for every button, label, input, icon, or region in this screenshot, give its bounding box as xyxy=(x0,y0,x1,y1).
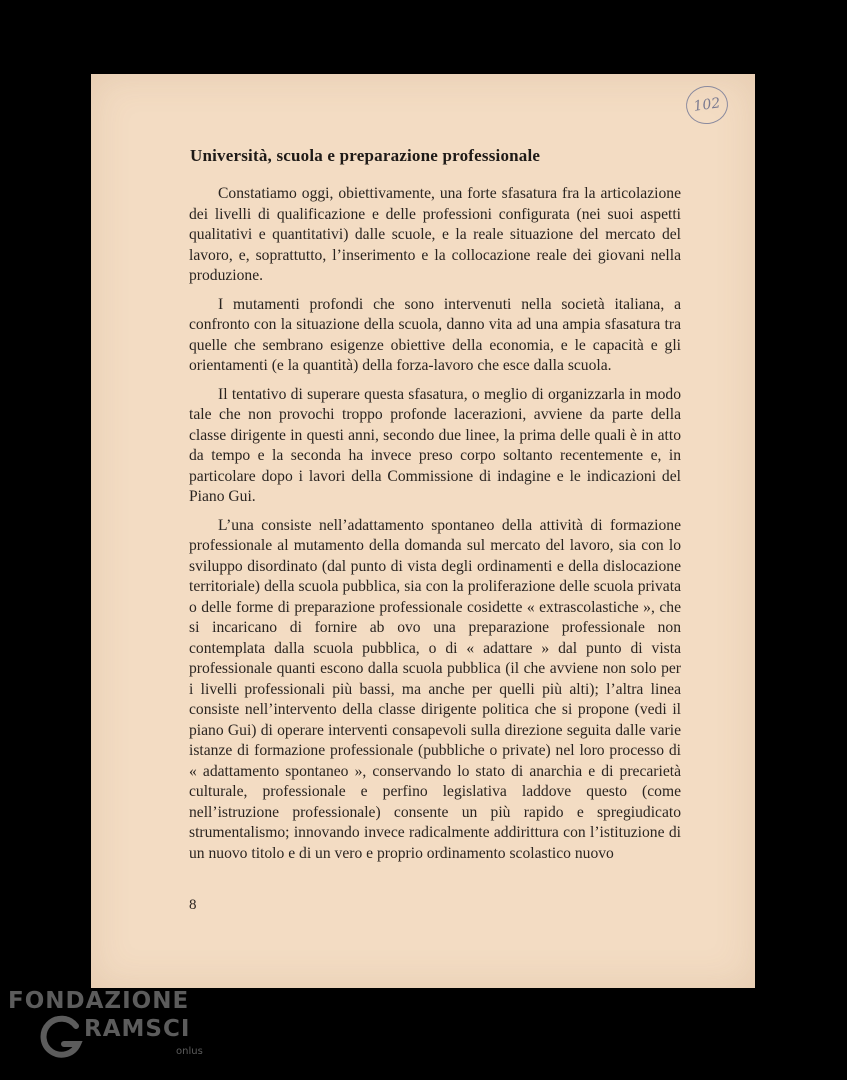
logo-suffix: onlus xyxy=(176,1046,203,1057)
logo-line-2: RAMSCI xyxy=(84,1016,191,1042)
body-text xyxy=(189,184,681,864)
paragraph-4: L’una consiste nell’adattamento spontaneo della attività di formazione professionale al mutamento della domanda sul mercato del lavoro, sia con lo sviluppo disordinato (dal punto di vista degli ordinamenti e della dislocazione territoriale) della scuola pubblica, sia con la proliferazione delle scuola privata o delle forme di preparazione professionale cosidette « extrascolastiche », che si incaricano di fornire ab ovo una preparazione professionale non contemplata dalla scuola pubblica, o di « adattare » dal punto di vista professionale quanti escono dalla scuola pubblica (il che avviene non solo per i livelli professionali più bassi, ma anche per quelli più alti); l’altra linea consiste nell’intervento della classe dirigente politica che si propone (vedi il piano Gui) di operare interventi consapevoli sulla direzione seguita dalle varie istanze di formazione professionale (pubbliche o private) nel loro processo di « adattamento spontaneo », conservando lo stato di anarchia e di precarietà culturale, professionale e perfino legislativa laddove questo (come nell’istruzione professionale) consente un più rapido e spregiudicato strumentalismo; innovando invece radicalmente addirittura con l’istituzione di un nuovo titolo e di un vero e proprio ordinamento scolastico nuovo xyxy=(189,516,681,862)
fondazione-gramsci-logo xyxy=(8,986,208,1076)
page-title: Università, scuola e preparazione professionale xyxy=(190,146,541,165)
paragraph-1: Constatiamo oggi, obiettivamente, una forte sfasatura fra la articolazione dei livelli di qualificazione e delle professioni configurata (nei suoi aspetti qualitativi e quantitativi) dalle scuole, e la reale situazione del mercato del lavoro, e, soprattutto, l’inserimento e la collocazione reale dei giovani nella produzione. xyxy=(189,185,681,284)
archive-annotation: 102 xyxy=(684,83,731,126)
paragraph-2: I mutamenti profondi che sono intervenuti nella società italiana, a confronto con la situazione della scuola, danno vita ad una ampia sfasatura tra quelle che sembrano esigenze obiettive della economia, e le capacità e gli orientamenti (e la quantità) della forza-lavoro che esce dalla scuola. xyxy=(189,295,681,374)
page-number: 8 xyxy=(189,897,197,913)
g-logo-icon xyxy=(36,1012,86,1062)
logo-line-1: FONDAZIONE xyxy=(8,988,190,1014)
paragraph-3: Il tentativo di superare questa sfasatura, o meglio di organizzarla in modo tale che non provochi troppo profonde lacerazioni, avviene da parte della classe dirigente in questi anni, secondo due linee, la prima delle quali è in atto da tempo e la seconda ha invece preso corpo soltanto recentemente e, in particolare dopo i lavori della Commissione di indagine e le indicazioni del Piano Gui. xyxy=(189,385,681,505)
